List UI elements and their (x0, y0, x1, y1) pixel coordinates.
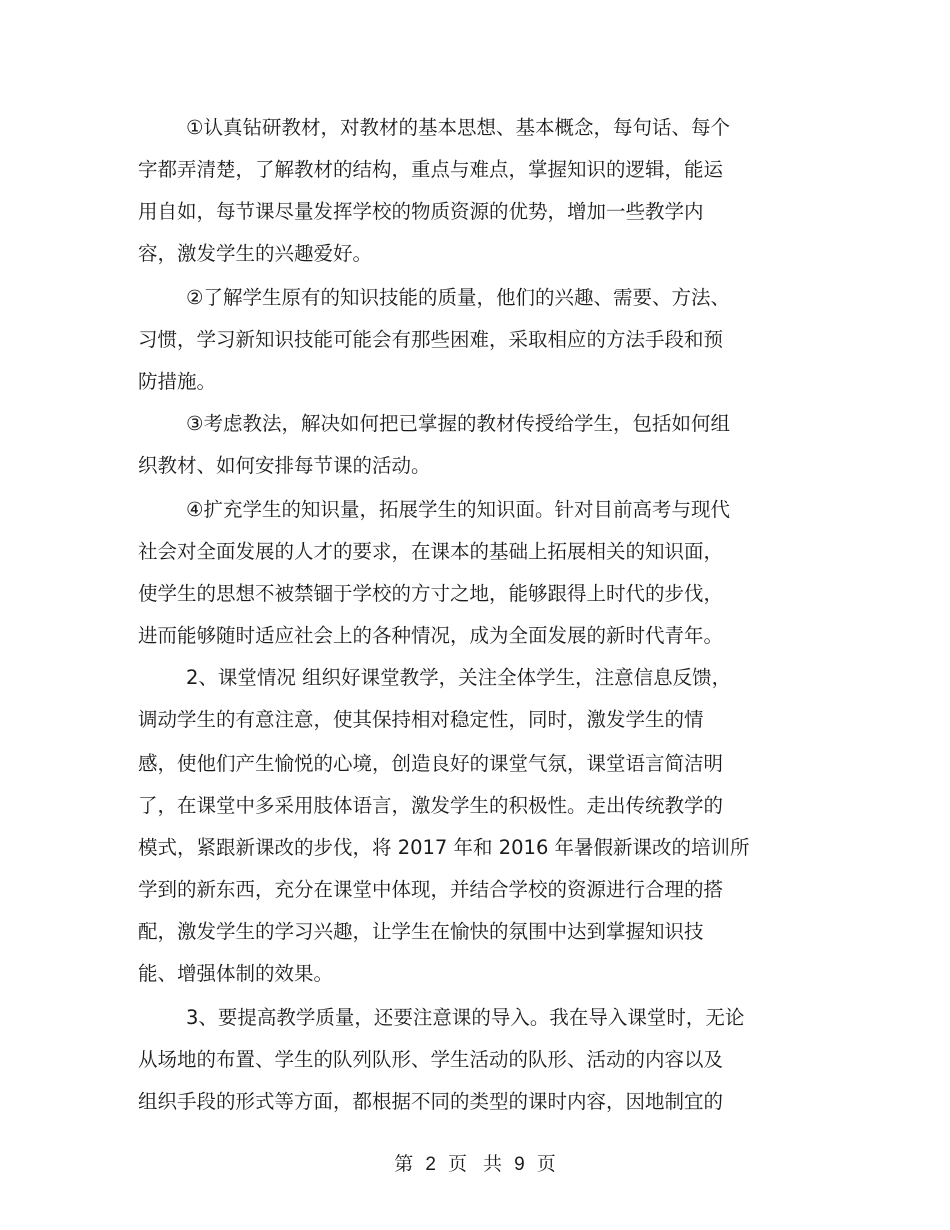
paragraph-1-line-1: ①认真钻研教材，对教材的基本思想、基本概念，每句话、每个 (186, 116, 730, 139)
footer-page-word: 页 (447, 1153, 467, 1175)
paragraph-5-line-6: 学到的新东西，充分在课堂中体现，并结合学校的资源进行合理的搭 (138, 878, 724, 901)
footer-total-pages: 9 (514, 1154, 525, 1175)
paragraph-4-line-1: ④扩充学生的知识量，拓展学生的知识面。针对目前高考与现代 (186, 498, 730, 521)
paragraph-6-line-2: 从场地的布置、学生的队列队形、学生活动的队形、活动的内容以及 (138, 1048, 724, 1071)
footer-suffix: 页 (536, 1153, 556, 1175)
paragraph-4-line-4: 进而能够随时适应社会上的各种情况，成为全面发展的新时代青年。 (138, 624, 724, 647)
paragraph-5-line-4: 了，在课堂中多采用肢体语言，激发学生的积极性。走出传统教学的 (138, 794, 724, 817)
footer-current-page: 2 (425, 1154, 436, 1175)
paragraph-5-line-5: 模式，紧跟新课改的步伐，将 2017 年和 2016 年暑假新课改的培训所 (138, 836, 750, 859)
paragraph-1-line-2: 字都弄清楚，了解教材的结构，重点与难点，掌握知识的逻辑，能运 (138, 158, 724, 181)
paragraph-2-line-1: ②了解学生原有的知识技能的质量，他们的兴趣、需要、方法、 (186, 286, 730, 309)
paragraph-6-line-3: 组织手段的形式等方面，都根据不同的类型的课时内容，因地制宜的 (138, 1090, 724, 1113)
paragraph-3-line-1: ③考虑教法，解决如何把已掌握的教材传授给学生，包括如何组 (186, 412, 730, 435)
paragraph-6-line-1: 3、要提高教学质量，还要注意课的导入。我在导入课堂时，无论 (186, 1006, 745, 1029)
paragraph-5-line-7: 配，激发学生的学习兴趣，让学生在愉快的氛围中达到掌握知识技 (138, 920, 704, 943)
paragraph-2-line-3: 防措施。 (138, 370, 217, 393)
paragraph-1-line-3: 用自如，每节课尽量发挥学校的物质资源的优势，增加一些教学内 (138, 200, 704, 223)
paragraph-4-line-3: 使学生的思想不被禁锢于学校的方寸之地，能够跟得上时代的步伐， (138, 582, 724, 605)
page-footer (0, 1150, 950, 1179)
paragraph-5-line-3: 感，使他们产生愉悦的心境，创造良好的课堂气氛，课堂语言简洁明 (138, 752, 724, 775)
footer-total-word: 共 (483, 1153, 503, 1175)
paragraph-1-line-4: 容，激发学生的兴趣爱好。 (138, 242, 373, 265)
paragraph-2-line-2: 习惯，学习新知识技能可能会有那些困难，采取相应的方法手段和预 (138, 328, 724, 351)
paragraph-3-line-2: 织教材、如何安排每节课的活动。 (138, 454, 431, 477)
paragraph-4-line-2: 社会对全面发展的人才的要求，在课本的基础上拓展相关的知识面， (138, 540, 724, 563)
paragraph-5-line-2: 调动学生的有意注意，使其保持相对稳定性，同时，激发学生的情 (138, 708, 704, 731)
paragraph-5-line-1: 2、课堂情况 组织好课堂教学，关注全体学生，注意信息反馈， (186, 666, 732, 689)
paragraph-5-line-8: 能、增强体制的效果。 (138, 962, 334, 985)
footer-prefix: 第 (394, 1153, 414, 1175)
